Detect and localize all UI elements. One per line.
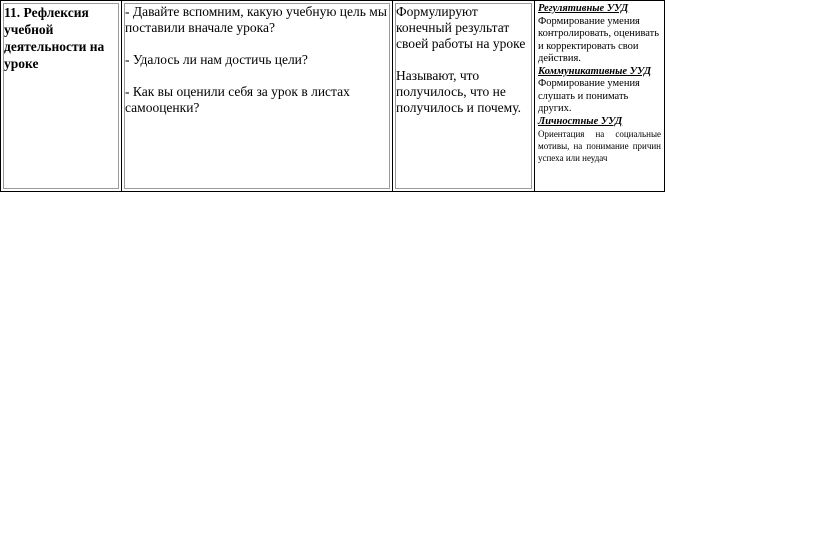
student-activity-1: Формулируют конечный результат своей работы на уроке — [396, 4, 526, 51]
teacher-activity-cell — [122, 1, 393, 191]
teacher-question-3: - Как вы оценили себя за урок в листах самооценки? — [125, 84, 350, 115]
teacher-question-2: - Удалось ли нам достичь цели? — [125, 52, 308, 67]
uud-text — [538, 3, 661, 164]
stage-title: 11. Рефлексия учебной деятельности на уроке — [4, 5, 105, 71]
student-activity-cell — [393, 1, 535, 191]
stage-cell — [1, 1, 122, 191]
personal-uud-heading: Личностные УУД — [538, 115, 623, 127]
communicative-uud-heading: Коммуникативные УУД — [538, 65, 652, 77]
regulative-uud-heading: Регулятивные УУД — [538, 3, 629, 14]
personal-uud-text: Ориентация на социальные мотивы, на понимание причин успеха или неудач — [538, 129, 661, 163]
student-activity-2: Называют, что получилось, что не получилось и почему. — [396, 68, 521, 115]
uud-cell — [535, 1, 664, 191]
regulative-uud-text: Формирование умения контролировать, оценивать и корректировать свои действия. — [538, 15, 660, 64]
communicative-uud-text: Формирование умения слушать и понимать других. — [538, 78, 640, 114]
student-activity-text — [396, 4, 531, 132]
teacher-question-1: - Давайте вспомним, какую учебную цель мы поставили вначале урока? — [125, 4, 387, 35]
lesson-table — [0, 0, 665, 192]
teacher-activity-text — [125, 4, 387, 132]
